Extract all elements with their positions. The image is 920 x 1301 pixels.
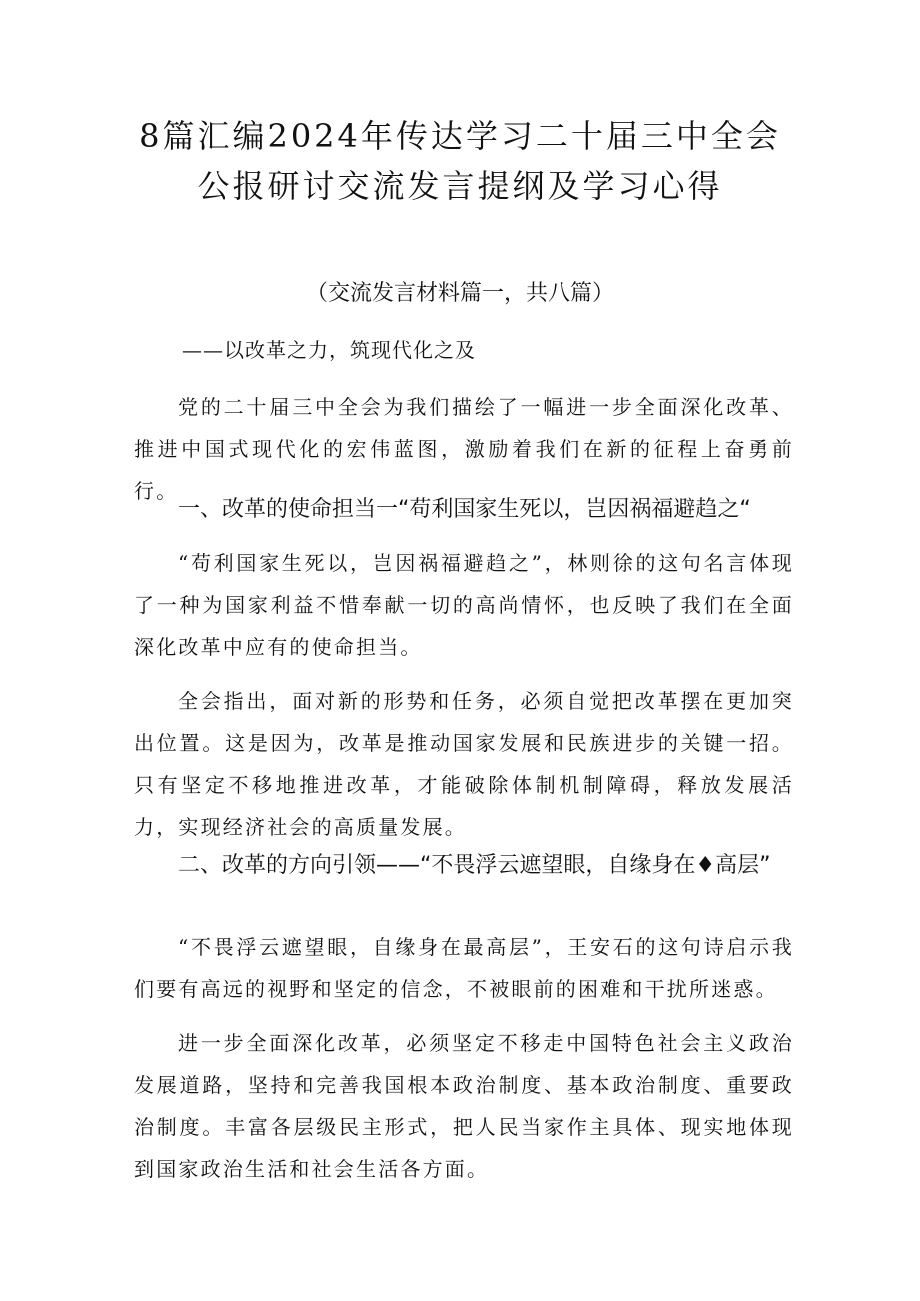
paragraph-intro: 党的二十届三中全会为我们描绘了一幅进一步全面深化改革、推进中国式现代化的宏伟蓝图，激励着我们在新的征程上奋勇前行。 xyxy=(134,395,794,503)
section-heading-2: 二、改革的方向引领——“不畏浮云遮望眼，自缘身在♦高层” xyxy=(178,853,771,878)
paragraph-section2-body: 进一步全面深化改革，必须坚定不移走中国特色社会主义政治发展道路，坚持和完善我国根本政治制度、基本政治制度、重要政治制度。丰富各层级民主形式，把人民当家作主具体、现实地体现到国家政治生活和社会生活各方面。 xyxy=(134,1031,794,1181)
document-subtitle: （交流发言材料篇一，共八篇） xyxy=(305,281,614,306)
section-heading-1: 一、改革的使命担当一“苟利国家生死以，岂因祸福避趋之“ xyxy=(178,497,751,522)
paragraph-section1-quote: “苟利国家生死以，岂因祸福避趋之”，林则徐的这句名言体现了一种为国家利益不惜奉献一切的高尚情怀，也反映了我们在全面深化改革中应有的使命担当。 xyxy=(134,551,794,659)
paragraph-section2-quote: “不畏浮云遮望眼，自缘身在最高层”，王安石的这句诗启示我们要有高远的视野和坚定的信念，不被眼前的困难和干扰所迷惑。 xyxy=(134,935,794,1001)
document-title-line-1: 8篇汇编2024年传达学习二十届三中全会 xyxy=(139,117,781,155)
document-title-line-2: 公报研讨交流发言提纲及学习心得 xyxy=(197,167,723,205)
paragraph-section1-body: 全会指出，面对新的形势和任务，必须自觉把改革摆在更加突出位置。这是因为，改革是推动国家发展和民族进步的关键一招。只有坚定不移地推进改革，才能破除体制机制障碍，释放发展活力，实现经济社会的高质量发展。 xyxy=(134,689,794,839)
document-theme-line: ——以改革之力，筑现代化之及 xyxy=(182,338,476,362)
